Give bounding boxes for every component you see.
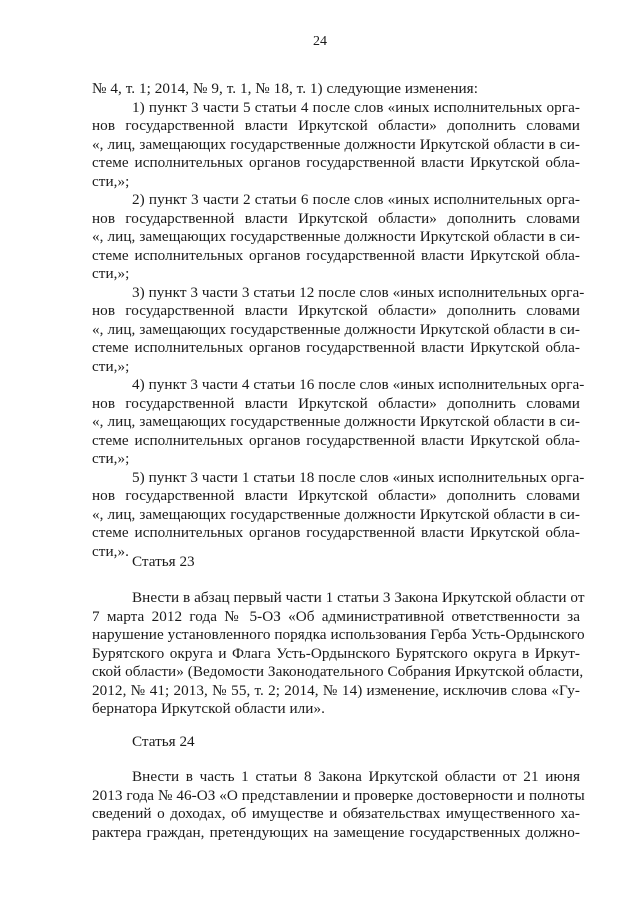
text-line: № 4, т. 1; 2014, № 9, т. 1, № 18, т. 1) следующие изменения: [92, 80, 478, 97]
amendments-block [92, 80, 585, 561]
text-line: сти,»; [92, 172, 130, 190]
text-line: Внести в абзац первый части 1 статьи 3 Закона Иркутской области от [132, 589, 585, 606]
text-line: 2012, № 41; 2013, № 55, т. 2; 2014, № 14) изменение, исключив слова «Гу- [92, 681, 580, 699]
page-number: 24 [313, 34, 327, 49]
text-line: сведений о доходах, об имуществе и обязательствах имущественного ха- [92, 805, 580, 822]
text-line: 1) пункт 3 части 5 статьи 4 после слов «иных исполнительных орга- [132, 98, 580, 116]
article-23-heading: Статья 23 [132, 553, 195, 570]
text-line: нов государственной власти Иркутской области» дополнить словами [92, 302, 580, 319]
text-line: сти,»; [92, 450, 130, 467]
text-line: 4) пункт 3 части 4 статьи 16 после слов «иных исполнительных орга- [132, 376, 585, 393]
article-24-heading: Статья 24 [132, 733, 195, 750]
text-line: сти,». [92, 542, 129, 560]
text-line: нарушение установленного порядка использования Герба Усть-Ордынского [92, 626, 585, 643]
text-line: 2013 года № 46-ОЗ «О представлении и проверке достоверности и полноты [92, 786, 585, 804]
text-line: нов государственной власти Иркутской области» дополнить словами [92, 487, 580, 504]
text-line: 2) пункт 3 части 2 статьи 6 после слов «иных исполнительных орга- [132, 191, 580, 208]
text-line: 7 марта 2012 года № 5-ОЗ «Об административной ответственности за [92, 607, 580, 625]
text-line: бернатора Иркутской области или». [92, 700, 325, 717]
text-line: ской области» (Ведомости Законодательного Собрания Иркутской области, [92, 663, 584, 680]
text-line: стеме исполнительных органов государственной власти Иркутской обла- [92, 431, 580, 449]
text-line: «, лиц, замещающих государственные должности Иркутской области в си- [92, 228, 580, 245]
text-line: нов государственной власти Иркутской области» дополнить словами [92, 394, 580, 412]
text-line: 3) пункт 3 части 3 статьи 12 после слов «иных исполнительных орга- [132, 283, 585, 301]
text-line: «, лиц, замещающих государственные должности Иркутской области в си- [92, 135, 580, 153]
text-line: сти,»; [92, 357, 130, 375]
text-line: нов государственной власти Иркутской области» дополнить словами [92, 209, 580, 227]
article-23-body [92, 589, 585, 719]
text-line: стеме исполнительных органов государственной власти Иркутской обла- [92, 246, 580, 264]
text-line: нов государственной власти Иркутской области» дополнить словами [92, 117, 580, 134]
text-line: стеме исполнительных органов государственной власти Иркутской обла- [92, 339, 580, 356]
text-line: «, лиц, замещающих государственные должности Иркутской области в си- [92, 413, 580, 430]
text-line: стеме исполнительных органов государственной власти Иркутской обла- [92, 524, 580, 541]
text-line: Внести в часть 1 статьи 8 Закона Иркутской области от 21 июня [132, 768, 580, 785]
text-line: «, лиц, замещающих государственные должности Иркутской области в си- [92, 505, 580, 523]
text-line: Бурятского округа и Флага Усть-Ордынского Бурятского округа в Иркут- [92, 644, 580, 662]
text-line: сти,»; [92, 265, 130, 282]
text-line: стеме исполнительных органов государственной власти Иркутской обла- [92, 154, 580, 171]
text-line: 5) пункт 3 части 1 статьи 18 после слов «иных исполнительных орга- [132, 468, 585, 486]
text-line: рактера граждан, претендующих на замещение государственных должно- [92, 823, 580, 841]
article-24-body [92, 768, 585, 842]
text-line: «, лиц, замещающих государственные должности Иркутской области в си- [92, 320, 580, 338]
